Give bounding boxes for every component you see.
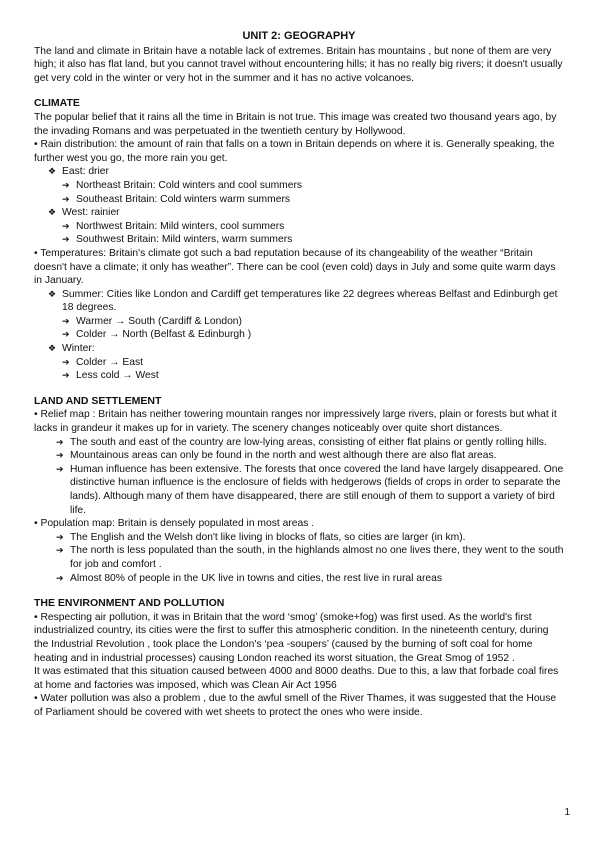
- list-item: ❖ Summer: Cities like London and Cardiff get temperatures like 22 degrees whereas Belfast and Edinburgh get 18 degrees.: [48, 288, 558, 314]
- list-item: ➔ The north is less populated than the south, in the highlands almost no one lives there, they went to the south for job and comfort .: [56, 545, 564, 570]
- arrow-bullet-icon: ➔: [62, 193, 70, 204]
- arrow-bullet-icon: ➔: [62, 179, 70, 190]
- intro-paragraph: The land and climate in Britain have a notable lack of extremes. Britain has mountains , but none of them are very high; it also has flat land, but you cannot travel without encountering hills; it has no really big rivers; it doesn't usually get very cold in the winter or very hot in the summer and it has no active volcanoes.: [34, 45, 563, 84]
- list-item: ➔ Southeast Britain: Cold winters warm summers: [62, 193, 291, 205]
- arrow-bullet-icon: ➔: [62, 220, 70, 231]
- environment-paragraph-2: It was estimated that this situation caused between 4000 and 8000 deaths. Due to this, a law that forbade coal fires at home and factories was imposed, which was Clean Air Act 1956: [34, 666, 559, 691]
- climate-heading: CLIMATE: [34, 97, 80, 110]
- list-item: ➔ Human influence has been extensive. The forests that once covered the land have largely disappeared. One distinctive human influence is the enclosure of fields with hedgerows (fields of crops in order to separate the lands). Although many of them have disappeared, there are still enough of them to support a variety of bird life.: [56, 463, 564, 516]
- list-item: ➔ The south and east of the country are low-lying areas, consisting of either flat plains or gently rolling hills.: [56, 436, 547, 448]
- arrow-bullet-icon: ➔: [56, 545, 64, 556]
- climate-paragraph-2: • Rain distribution: the amount of rain that falls on a town in Britain depends on where it is. Generally speaking, the further west you go, the more rain you get.: [34, 139, 555, 164]
- arrow-bullet-icon: ➔: [62, 234, 70, 245]
- diamond-bullet-icon: ❖: [48, 207, 57, 218]
- list-item: ➔ Mountainous areas can only be found in the north and west although there are also flat areas.: [56, 450, 497, 462]
- list-item: ➔ The English and the Welsh don't like living in blocks of flats, so cities are larger (in km).: [56, 531, 466, 543]
- page-title: UNIT 2: GEOGRAPHY: [242, 30, 356, 42]
- list-item: ➔ Southwest Britain: Mild winters, warm summers: [62, 234, 293, 246]
- climate-paragraph-1: The popular belief that it rains all the time in Britain is not true. This image was created two thousand years ago, by the invading Romans and was perpetuated in the twentieth century by Hollywood.: [34, 111, 557, 137]
- list-item: ➔ Less cold → West: [62, 370, 159, 382]
- arrow-bullet-icon: ➔: [56, 572, 64, 583]
- diamond-bullet-icon: ❖: [48, 288, 57, 299]
- list-item: ❖ Winter:: [48, 343, 95, 355]
- land-heading: LAND AND SETTLEMENT: [34, 394, 162, 407]
- arrow-bullet-icon: ➔: [56, 436, 64, 447]
- list-item: ❖ West: rainier: [48, 207, 120, 219]
- land-paragraph-2: • Population map: Britain is densely populated in most areas .: [34, 518, 315, 530]
- page-number: 1: [564, 807, 570, 818]
- land-paragraph-1: • Relief map : Britain has neither towering mountain ranges nor impressively large rivers, plain or forests but what it lacks in grandeur it makes up for in variety. The scenery changes noticeably over quite short distances.: [34, 409, 557, 435]
- diamond-bullet-icon: ❖: [48, 166, 57, 177]
- list-item: ➔ Colder → East: [62, 356, 143, 368]
- list-item: ❖ East: drier: [48, 166, 109, 178]
- list-item: ➔ Northwest Britain: Mild winters, cool summers: [62, 220, 285, 232]
- document-page: [34, 30, 564, 720]
- environment-heading: THE ENVIRONMENT AND POLLUTION: [34, 597, 225, 610]
- arrow-bullet-icon: ➔: [62, 370, 70, 381]
- environment-paragraph-1: • Respecting air pollution, it was in Britain that the word ‘smog’ (smoke+fog) was first used. As the world's first industrialized country, its cities were the first to suffer this atmospheric condition. In the nineteenth century, during the Industrial Revolution , took place the London's ‘pea -soupers’ (caused by the burning of soft coal for home heating and in industrial processes) causing London reached its worst situation, the Great Smog of 1952 .: [34, 611, 549, 664]
- arrow-bullet-icon: ➔: [56, 531, 64, 542]
- climate-paragraph-3: • Temperatures: Britain's climate got such a bad reputation because of its changeability of the weather “Britain doesn't have a climate; it only has weather”. There can be cool (even cold) days in July and some quite warm days in January.: [34, 247, 556, 287]
- list-item: ➔ Almost 80% of people in the UK live in towns and cities, the rest live in rural areas: [56, 572, 443, 584]
- arrow-bullet-icon: ➔: [56, 450, 64, 461]
- arrow-bullet-icon: ➔: [62, 356, 70, 367]
- list-item: ➔ Northeast Britain: Cold winters and cool summers: [62, 179, 303, 191]
- list-item: ➔ Colder → North (Belfast & Edinburgh ): [62, 329, 252, 341]
- arrow-bullet-icon: ➔: [62, 315, 70, 326]
- arrow-bullet-icon: ➔: [56, 463, 64, 474]
- arrow-bullet-icon: ➔: [62, 329, 70, 340]
- list-item: ➔ Warmer → South (Cardiff & London): [62, 315, 242, 327]
- environment-paragraph-3: • Water pollution was also a problem , due to the awful smell of the River Thames, it was suggested that the House of Parliament should be covered with wet sheets to protect the ones who were inside.: [34, 693, 557, 718]
- diamond-bullet-icon: ❖: [48, 343, 57, 354]
